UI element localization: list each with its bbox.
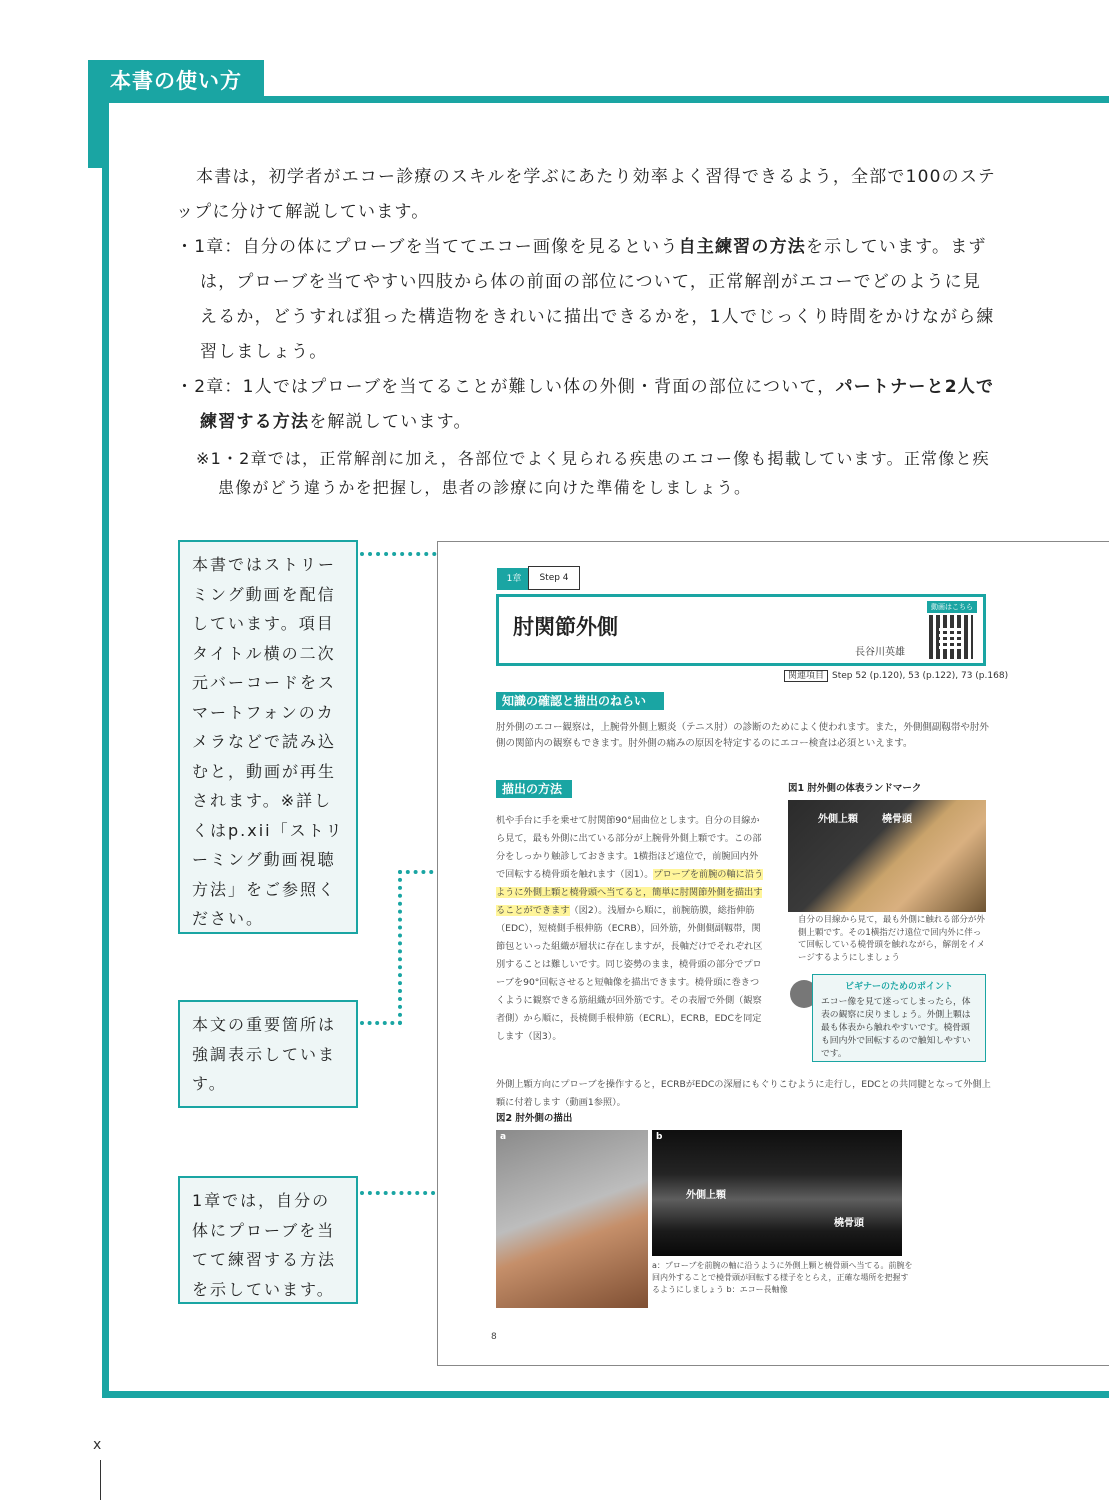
step-label: Step 4 xyxy=(528,566,580,590)
chapter2-prefix: ・2章：1人ではプローブを当てることが難しい体の外側・背面の部位について， xyxy=(176,377,836,397)
section1-heading: 知識の確認と描出のねらい xyxy=(496,692,664,710)
frame-bottom-rule xyxy=(102,1391,1109,1398)
fig1-label-lateral-epicondyle: 外側上顆 xyxy=(818,814,858,825)
qr-label: 動画はこちら xyxy=(927,601,977,613)
chapter1-bullet xyxy=(176,230,996,370)
figure2-text: a：プローブを前腕の軸に沿うように外側上顆と橈骨頭へ当てる。前腕を回内外することで橈骨頭が回転する様子をとらえ，正確な場所を把握するようにしましょう b：エコー長軸像 xyxy=(652,1261,913,1294)
fig2a-letter: a xyxy=(500,1132,507,1142)
chapter-label: 1章 xyxy=(497,568,531,590)
chapter2-bullet xyxy=(176,370,996,440)
section2-body-a: 机や手台に手を乗せて肘関節90°屈曲位とします。自分の目線から見て，最も外側に出ている部分が上腕骨外側上顆です。この部分をしっかり触診しておきます。1横指ほど遠位で，前腕回内外で回転する橈骨頭を触れます（図1）。 xyxy=(496,815,762,880)
chapter1-suffix: を示しています。まずは，プローブを当てやすい四肢から体の前面の部位について，正常解剖がエコーでどのように見えるか，どうすれば狙った構造物をきれいに描出できるかを，1人でじっくり時間をかけながら練習しましょう。 xyxy=(200,237,995,362)
section2-heading: 描出の方法 xyxy=(496,780,572,798)
intro-note: ※1・2章では，正常解剖に加え，各部位でよく見られる疾患のエコー像も掲載しています。正常像と疾患像がどう違うかを把握し，患者の診療に向けた準備をしましょう。 xyxy=(196,449,990,497)
figure2-caption: 図2 肘外側の描出 xyxy=(496,1113,573,1124)
fig2b-label-radial-head: 橈骨頭 xyxy=(834,1218,864,1229)
header-tab-side xyxy=(88,100,108,168)
intro-paragraph: 本書は，初学者がエコー診療のスキルを学ぶにあたり効率よく習得できるよう，全部で100のステップに分けて解説しています。 xyxy=(176,167,996,222)
qr-code-icon[interactable] xyxy=(929,615,973,659)
fig2b-label-lateral-epicondyle: 外側上顆 xyxy=(686,1190,726,1201)
figure1-image xyxy=(788,800,986,912)
frame-left-rule xyxy=(102,96,109,1398)
section2-body xyxy=(496,812,766,1046)
chapter1-prefix: ・1章：自分の体にプローブを当ててエコー画像を見るという xyxy=(176,237,679,257)
section2-body-b: （図2）。浅層から順に，前腕筋膜，総指伸筋（EDC），短橈側手根伸筋（ECRB），回外筋，外側側副靱帯，関節包といった組織が層状に存在しますが，長軸だけでそれぞれ区別することは難しいです。同じ姿勢のまま，橈骨頭の部分でプローブを90°回転させると短軸像を描出できます。橈骨頭に巻きつくように観察できる筋組織が回外筋です。その表層で外側（観察者側）から順に，長橈側手根伸筋（ECRL），ECRB，EDCを同定します（図3）。 xyxy=(496,905,763,1042)
callout-chapter1: 1章では，自分の体にプローブを当てて練習する方法を示しています。 xyxy=(178,1176,358,1304)
figure2b-image xyxy=(652,1130,902,1256)
fig1-label-radial-head: 橈骨頭 xyxy=(882,814,912,825)
tip-box xyxy=(812,974,986,1062)
sample-page-number: 8 xyxy=(491,1332,497,1342)
tip-text: エコー像を見て迷ってしまったら，体表の観察に戻りましょう。外側上顆は最も体表から触れやすいです。橈骨頭も回内外で回転するので触知しやすいです。 xyxy=(821,997,971,1059)
chapter1-bold: 自主練習の方法 xyxy=(678,237,806,257)
step-title-box xyxy=(496,594,986,666)
section2-tail: 外側上顆方向にプローブを操作すると，ECRBがEDCの深層にもぐりこむように走行し，EDCとの共同腱となって外側上顆に付着します（動画1参照）。 xyxy=(496,1079,991,1108)
tip-title: ビギナーのためのポイント xyxy=(845,982,954,992)
sample-page xyxy=(437,541,1109,1366)
page-title: 本書の使い方 xyxy=(88,60,264,102)
chapter2-bold: パートナーと2人で練習する方法 xyxy=(200,377,995,432)
connector-2-v xyxy=(398,870,402,1025)
intro-text xyxy=(176,160,996,502)
step-title: 肘関節外側 xyxy=(513,615,618,639)
figure1-caption: 図1 肘外側の体表ランドマーク xyxy=(788,783,922,794)
fig2b-letter: b xyxy=(656,1132,663,1142)
section2-highlight: プローブを前腕の軸に沿うように外側上顆と橈骨頭へ当てると，簡単に肘関節外側を描出することができます xyxy=(496,869,764,916)
section1-body: 肘外側のエコー観察は，上腕骨外側上顆炎（テニス肘）の診断のためによく使われます。また，外側側副靱帯や肘外側の関節内の観察もできます。肘外側の痛みの原因を特定するのにエコー検査は必須といえます。 xyxy=(496,722,989,749)
callout-emphasis: 本文の重要箇所は強調表示しています。 xyxy=(178,1000,358,1108)
callout-streaming: 本書ではストリーミング動画を配信しています。項目タイトル横の二次元バーコードをスマートフォンのカメラなどで読み込むと，動画が再生されます。※詳しくはp.xii「ストリーミング動画視聴方法」をご参照ください。 xyxy=(178,540,358,934)
folio-rule xyxy=(100,1460,101,1500)
author: 長谷川英雄 xyxy=(855,647,905,658)
connector-2-h1 xyxy=(360,1021,402,1025)
figure2a-image xyxy=(496,1130,648,1308)
figure1-text: 自分の目線から見て，最も外側に触れる部分が外側上顆です。その1横指だけ遠位で回内外に伴って回転している橈骨頭を触れながら，解剖をイメージするようにしましょう xyxy=(798,915,985,963)
related-links: Step 52 (p.120), 53 (p.122), 73 (p.168) xyxy=(832,671,1009,681)
folio: x xyxy=(93,1437,102,1453)
related-items xyxy=(784,668,1008,681)
chapter2-suffix: を解説しています。 xyxy=(309,412,472,432)
related-tag: 関連項目 xyxy=(784,670,828,682)
